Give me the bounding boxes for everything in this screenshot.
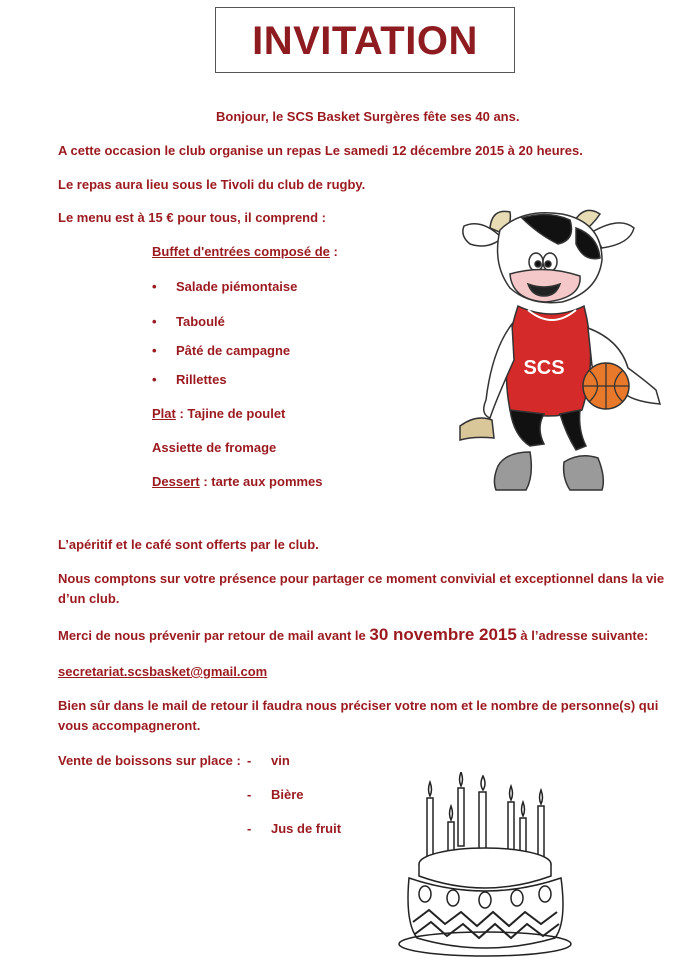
drink-item: Jus de fruit [271,821,342,836]
bullet-icon: • [152,279,157,294]
buffet-item-label: Pâté de campagne [176,343,291,358]
cow-shoe-right [564,456,604,490]
buffet-item-label: Rillettes [176,372,227,387]
cow-hoof-left [460,418,494,440]
buffet-heading-colon: : [329,244,338,259]
basketball-icon [583,363,629,409]
rsvp-date: 30 novembre 2015 [369,625,517,644]
email-link[interactable]: secretariat.scsbasket@gmail.com [58,664,268,679]
jersey-text: SCS [523,357,565,379]
candle-icon [458,772,464,846]
dessert-value: : tarte aux pommes [199,474,323,489]
rsvp-before: Merci de nous prévenir par retour de mail avant le [58,628,370,643]
plat-value: : Tajine de poulet [175,406,286,421]
page-title: INVITATION [252,19,478,63]
plat-label: Plat [152,406,176,421]
drinks-dash: - [247,753,252,768]
fromage-line: Assiette de fromage [152,440,277,455]
candle-icon [508,786,514,856]
buffet-heading-label: Buffet d'entrées composé de [152,244,330,259]
drink-item: Bière [271,787,304,802]
presence-text-line2: d’un club. [58,591,120,606]
cow-shoe-left [494,452,531,490]
drink-item: vin [271,753,290,768]
cow-leg-right [560,410,586,450]
candle-icon [538,790,544,858]
cow-leg-left [510,410,544,446]
greeting-text: Bonjour, le SCS Basket Surgères fête ses 40 ans. [216,109,520,124]
drinks-dash: - [247,821,252,836]
buffet-item-label: Taboulé [176,314,225,329]
aperitif-text: L’apéritif et le café sont offerts par le club. [58,537,319,552]
birthday-cake-illustration [395,772,580,962]
title-box [215,7,515,73]
bullet-icon: • [152,343,157,358]
bullet-icon: • [152,314,157,329]
buffet-heading [152,243,338,261]
location-text: Le repas aura lieu sous le Tivoli du club de rugby. [58,177,366,192]
cow-mascot-illustration [452,200,667,495]
buffet-item-label: Salade piémontaise [176,279,298,294]
buffet-item [152,371,227,389]
presence-text-line1: Nous comptons sur votre présence pour partager ce moment convivial et exceptionnel dans la vie [58,571,665,586]
drinks-dash: - [247,787,252,802]
dessert-label: Dessert [152,474,200,489]
plat-line [152,405,285,423]
candle-icon [427,782,433,856]
candle-icon [479,776,486,854]
buffet-item [152,313,225,331]
buffet-item [152,342,291,360]
bullet-icon: • [152,372,157,387]
rsvp-after: à l’adresse suivante: [516,628,649,643]
dessert-line [152,473,323,491]
details-text-line2: vous accompagneront. [58,718,201,733]
rsvp-text [58,626,648,645]
menu-intro-text: Le menu est à 15 € pour tous, il comprend : [58,210,326,225]
details-text-line1: Bien sûr dans le mail de retour il faudra nous préciser votre nom et le nombre de personne(s) qui [58,698,659,713]
occasion-text: A cette occasion le club organise un repas Le samedi 12 décembre 2015 à 20 heures. [58,143,583,158]
buffet-item [152,278,298,296]
drinks-label: Vente de boissons sur place : [58,753,241,768]
